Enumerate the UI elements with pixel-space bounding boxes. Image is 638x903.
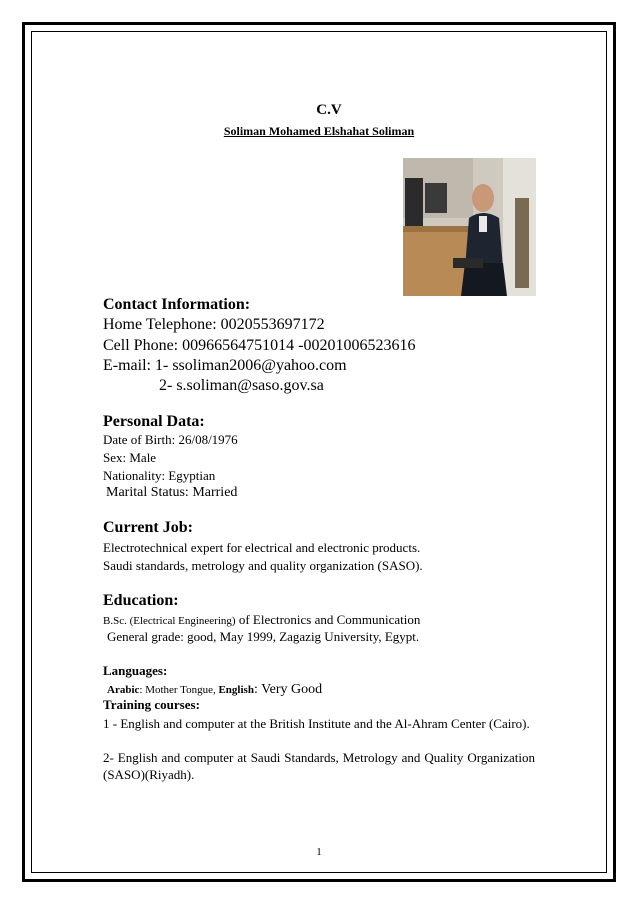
profile-photo xyxy=(403,158,536,296)
education-grade: General grade: good, May 1999, Zagazig University, Egypt. xyxy=(107,629,420,644)
education-heading: Education: xyxy=(103,592,179,609)
cv-title: C.V xyxy=(316,102,342,118)
home-telephone: Home Telephone: 0020553697172 xyxy=(103,316,325,333)
job-line-2: Saudi standards, metrology and quality organization (SASO). xyxy=(103,558,423,573)
contact-heading: Contact Information: xyxy=(103,296,251,313)
date-of-birth: Date of Birth: 26/08/1976 xyxy=(103,432,238,447)
nationality: Nationality: Egyptian xyxy=(103,468,216,483)
arabic-label: Arabic xyxy=(107,684,140,696)
arabic-value: : Mother Tongue, xyxy=(139,684,219,696)
email-1: E-mail: 1- ssoliman2006@yahoo.com xyxy=(103,357,347,374)
applicant-name: Soliman Mohamed Elshahat Soliman xyxy=(223,124,415,138)
degree-prefix: B.Sc. (Electrical Engineering) xyxy=(103,615,236,627)
job-line-1: Electrotechnical expert for electrical and electronic products. xyxy=(103,540,421,555)
page-number: 1 xyxy=(316,846,322,858)
training-item-2: 2- English and computer at Saudi Standards, Metrology and Quality Organization (SASO)(Riyadh). xyxy=(103,750,535,782)
education-degree xyxy=(103,611,420,629)
english-value: : Very Good xyxy=(253,682,323,697)
training-item-1: 1 - English and computer at the British Institute and the Al-Ahram Center (Cairo). xyxy=(103,716,530,731)
current-job-heading: Current Job: xyxy=(103,519,193,536)
degree-suffix: of Electronics and Communication xyxy=(235,612,421,627)
personal-heading: Personal Data: xyxy=(103,413,205,430)
marital-status: Marital Status: Married xyxy=(106,485,238,500)
email-2: 2- s.soliman@saso.gov.sa xyxy=(159,377,324,394)
languages-heading: Languages: xyxy=(103,663,168,678)
english-label: English xyxy=(218,684,254,696)
cell-phone: Cell Phone: 00966564751014 -00201006523616 xyxy=(103,337,416,354)
languages-line xyxy=(107,680,322,698)
sex: Sex: Male xyxy=(103,450,157,465)
profile-photo-illustration xyxy=(403,158,536,296)
training-heading: Training courses: xyxy=(103,697,200,712)
